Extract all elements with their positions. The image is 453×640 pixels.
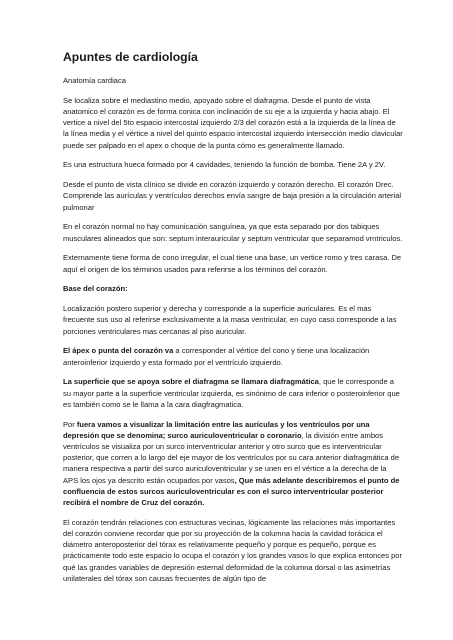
section-subtitle: Anatomía cardiaca [63, 76, 126, 85]
paragraph-external-shape: Externamente tiene forma de cono irregular, el cual tiene una base, un vertice romo y tres carasa. De aquí el origen de los términos usados para referirse a los términos del corazón. [63, 253, 402, 274]
paragraph-diaphragmatic [63, 376, 403, 410]
apex-bold: El ápex o punta del corazón va [63, 346, 174, 356]
diaphragmatic-text: , que le corresponde a su mayor parte a la superficie ventricular izquierda, es sinónimo de cara inferior o posteroinferior que es también como se le llama a la cara diagfragmatica. [63, 377, 400, 409]
diaphragmatic-bold: La superficie que se apoya sobre el diafragma se llamara diafragmática [63, 377, 319, 387]
paragraph-location: Se localiza sobre el mediastino medio, apoyado sobre el diafragma. Desde el punto de vista anatomico el corazón es de forma conica con inclinación de su eje a la izquierda y hacia abajo. El vertice a nivel del 5to espacio intercostal izquierdo 2/3 del corazón está a la izquierda de la línea de la línea media y el vértice a nivel del quinto espacio intercostal izquierdo intersección medio clavicular puede ser palpado en el apex o choque de la punta cómo es generalmente llamado. [63, 95, 403, 150]
paragraph-structure: Es una estructura hueca formado por 4 cavidades, teniendo la función de bomba. Tiene 2A y 2V. [63, 160, 386, 170]
paragraph-clinical-division: Desde el punto de vista clínico se divide en corazón izquierdo y corazón derecho. El corazón Drec. Comprende las aurículas y ventrículos derechos envía sangre de baja presión a la circulación arterial pulmonar [63, 180, 402, 212]
paragraph-relations: El corazón tendrán relaciones con estructuras vecinas, lógicamente las relaciones más importantes del corazón conviene recordar que por su proyección de la columna hacia la cavidad torácica el diámetro anteroposterior del tórax es relativamente pequeño y porque es pequeño, porque es prácticamente todo este espacio lo ocupa el corazón y los grandes vasos lo que explica entonces por qué las grandes variables de depresión esternal deformidad de la columna dorsal o las asimetrías unilaterales del tórax son causas frecuentes de algún tipo de [63, 517, 402, 583]
paragraph-base: Localización postero superior y derecha y corresponde a la superficie auriculares. Es el mas frecuente sus uso al referirse exclusivamente a la masa ventricular, en cuyo caso corresponde a las porciones ventriculares mas cercanas al piso auricular. [63, 304, 397, 336]
sulci-bold-b: , Que más adelante describiremos el punto de confluencia de estos surcos auriculoventricular es con el surco interventricular posterior recibirá el nombre de Cruz del corazón. [63, 475, 400, 508]
sulci-bold-a: fuera vamos a visualizar la limitación entre las aurículas y los ventrículos por una depresión que se denomina; surco auriculoventricular o coronario [63, 419, 370, 440]
heading-base: Base del corazón: [63, 284, 128, 294]
apex-text: a corresponder al vértice del cono y tiene una localización anteroinferior izquierdo y esta formado por el ventrículo izquierdo. [63, 346, 370, 367]
sulci-text-a: Por [63, 419, 77, 429]
document-title: Apuntes de cardiología [63, 50, 198, 64]
sulci-text-b: , la división entre ambos ventrículos se visualiza por un surco interventricular anterior y otro surco que es interventricular posterior, que corren a lo largo del eje mayor de los ventrículos por su cara anterior diafragmática de manera respectiva a partir del surco auriculoventricular y se unen en el vértice a la derecha de la APS los ojos ya descrito están ocupados por vasos [63, 430, 400, 485]
paragraph-septum: En el corazón normal no hay comunicación sanguínea, ya que esta separado por dos tabiques musculares alineados que son: septum interauricular y septum ventricular que separamod vrntriculos. [63, 222, 403, 243]
paragraph-sulci [63, 419, 403, 509]
paragraph-apex [63, 345, 403, 367]
